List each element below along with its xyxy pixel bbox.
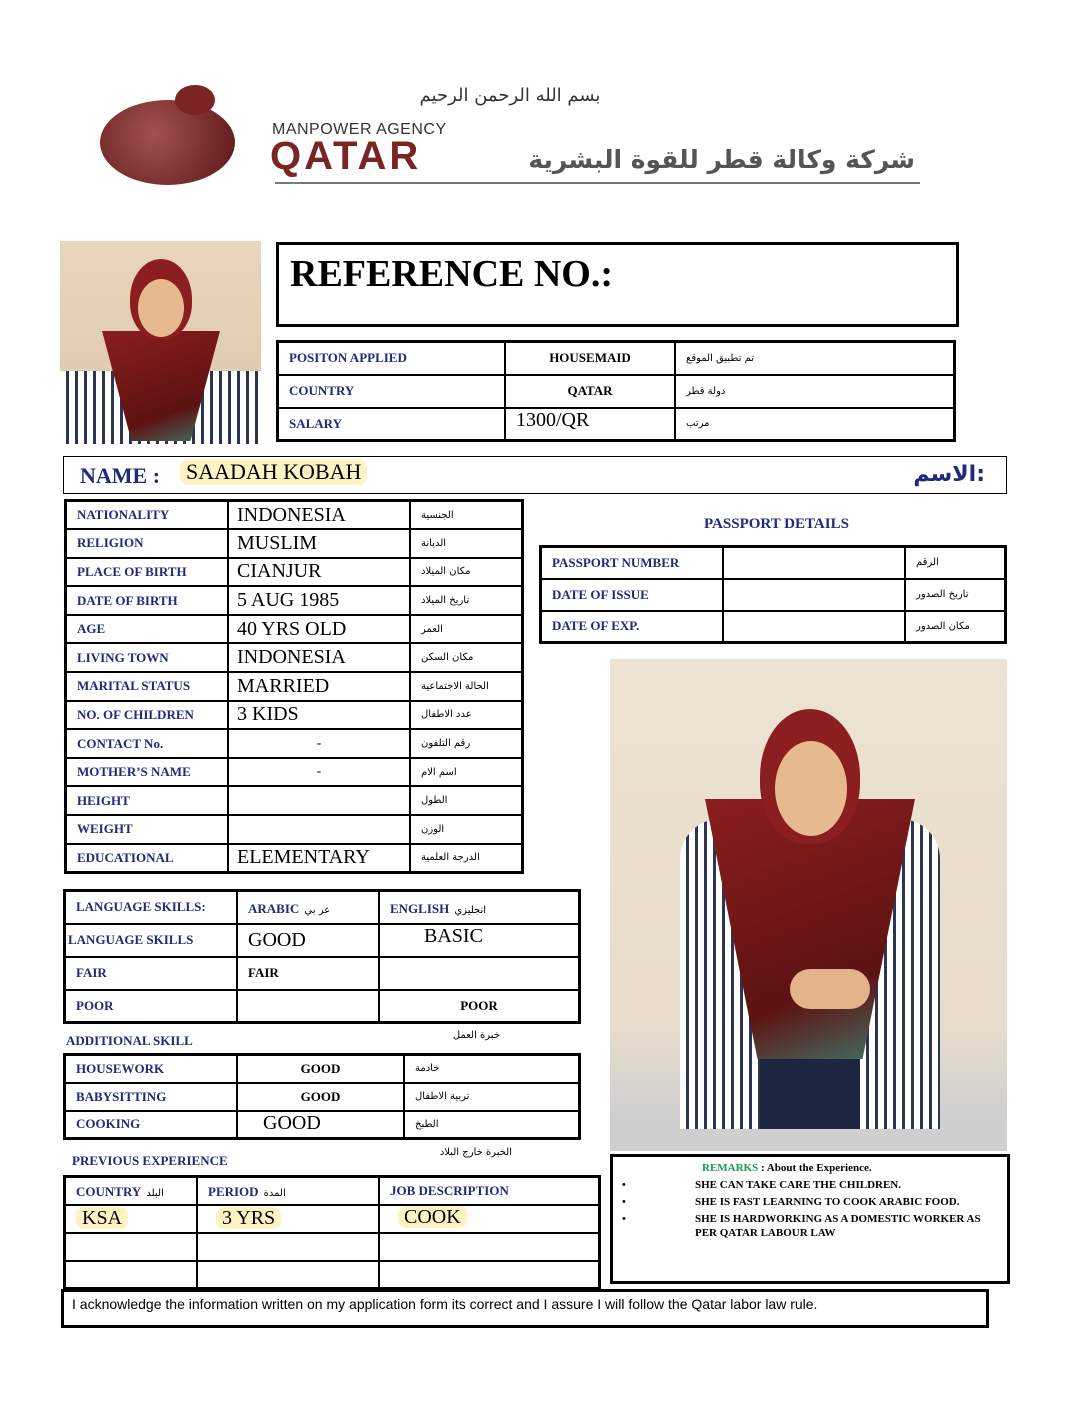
- date-of-issue-arabic: تاريخ الصدور: [905, 579, 1006, 611]
- english-level: BASIC: [379, 924, 580, 957]
- previous-experience-title-ar: الخبرة خارج البلاد: [439, 1147, 512, 1158]
- remarks-heading: [702, 1162, 872, 1174]
- experience-period-header: [197, 1177, 379, 1205]
- date-of-issue-label: DATE OF ISSUE: [541, 579, 724, 611]
- personal-field-value: 40 YRS OLD: [228, 615, 410, 644]
- arabic-level: GOOD: [237, 924, 379, 957]
- personal-field-arabic: العمر: [410, 615, 523, 644]
- personal-field-value: [228, 786, 410, 815]
- previous-experience-title: PREVIOUS EXPERIENCE: [72, 1153, 228, 1168]
- passport-title: PASSPORT DETAILS: [704, 516, 849, 532]
- date-of-issue-value: [723, 579, 905, 611]
- agency-arabic-name: شركة وكالة قطر للقوة البشرية: [528, 145, 915, 174]
- additional-skill-title-ar: خبرة العمل: [452, 1030, 500, 1041]
- personal-field-value: 5 AUG 1985: [228, 586, 410, 615]
- agency-logo-globe: [100, 100, 235, 185]
- arabic-column-header: [237, 891, 379, 924]
- empty-cell: [379, 1261, 600, 1289]
- passport-number-label: PASSPORT NUMBER: [541, 547, 724, 579]
- personal-row: [66, 501, 523, 530]
- salary-label: SALARY: [278, 408, 506, 441]
- personal-field-value: -: [228, 729, 410, 758]
- personal-row: [66, 701, 523, 730]
- personal-row: [66, 844, 523, 873]
- personal-field-label: RELIGION: [66, 529, 229, 558]
- personal-row: [66, 815, 523, 844]
- empty-cell: [65, 1233, 198, 1261]
- personal-field-arabic: اسم الام: [410, 758, 523, 787]
- name-label: NAME :: [80, 463, 161, 488]
- poor-row-label: POOR: [65, 990, 238, 1023]
- housework-arabic: خادمة: [404, 1055, 580, 1083]
- arabic-header-ar: عر بي: [304, 904, 331, 916]
- personal-field-arabic: رقم التلفون: [410, 729, 523, 758]
- fair-arabic: FAIR: [237, 957, 379, 990]
- personal-row: [66, 529, 523, 558]
- personal-field-label: CONTACT No.: [66, 729, 229, 758]
- remarks-title: REMARKS: [702, 1162, 759, 1174]
- passport-number-value: [723, 547, 905, 579]
- personal-field-label: AGE: [66, 615, 229, 644]
- empty-cell: [197, 1261, 379, 1289]
- cooking-label: COOKING: [65, 1111, 238, 1139]
- personal-row: [66, 643, 523, 672]
- language-header-label: LANGUAGE SKILLS:: [65, 891, 238, 924]
- bullet-icon: •: [622, 1196, 626, 1208]
- personal-field-label: EDUCATIONAL: [66, 844, 229, 873]
- personal-field-arabic: الوزن: [410, 815, 523, 844]
- personal-row: [66, 672, 523, 701]
- bullet-icon: •: [622, 1213, 626, 1225]
- personal-field-label: NATIONALITY: [66, 501, 229, 530]
- country-arabic: دولة قطر: [675, 375, 955, 408]
- country-header: COUNTRY: [76, 1184, 142, 1200]
- remarks-list: [620, 1178, 990, 1240]
- remark-item: • SHE CAN TAKE CARE THE CHILDREN.: [622, 1179, 901, 1191]
- date-of-exp-label: DATE OF EXP.: [541, 611, 724, 643]
- date-of-exp-value: [723, 611, 905, 643]
- job-description-header: JOB DESCRIPTION: [379, 1177, 600, 1205]
- period-header: PERIOD: [208, 1184, 259, 1200]
- passport-table: [539, 545, 1007, 644]
- agency-subtitle: MANPOWER AGENCY: [272, 121, 447, 138]
- applicant-photo-full: [610, 659, 1007, 1151]
- personal-field-value: 3 KIDS: [228, 701, 410, 730]
- english-header: ENGLISH: [390, 900, 450, 916]
- babysitting-arabic: تربية الاطفال: [404, 1083, 580, 1111]
- country-header-ar: البلد: [146, 1188, 164, 1200]
- personal-row: [66, 615, 523, 644]
- acknowledgement-text: I acknowledge the information written on my application form its correct and I assure I will follow the Qatar labor law rule.: [72, 1296, 818, 1312]
- personal-field-label: HEIGHT: [66, 786, 229, 815]
- experience-period: 3 YRS: [216, 1207, 281, 1229]
- personal-field-label: WEIGHT: [66, 815, 229, 844]
- personal-field-label: NO. OF CHILDREN: [66, 701, 229, 730]
- period-header-ar: المدة: [263, 1188, 286, 1200]
- personal-field-arabic: الطول: [410, 786, 523, 815]
- position-table: [276, 340, 956, 442]
- personal-field-arabic: تاريخ الميلاد: [410, 586, 523, 615]
- agency-brand: QATAR: [270, 134, 422, 178]
- empty-cell: [65, 1261, 198, 1289]
- experience-country-cell: [65, 1205, 198, 1233]
- personal-field-label: DATE OF BIRTH: [66, 586, 229, 615]
- english-header-ar: انجليزي: [454, 904, 487, 916]
- personal-field-value: -: [228, 758, 410, 787]
- position-arabic: تم تطبيق الموقع: [675, 342, 955, 375]
- remark-item: • SHE IS HARDWORKING AS A DOMESTIC WORKER AS PER QATAR LABOUR LAW: [622, 1213, 981, 1239]
- position-value: HOUSEMAID: [505, 342, 675, 375]
- personal-field-arabic: مكان الميلاد: [410, 558, 523, 587]
- empty-cell: [379, 1233, 600, 1261]
- babysitting-label: BABYSITTING: [65, 1083, 238, 1111]
- personal-field-value: INDONESIA: [228, 501, 410, 530]
- logo-figure-icon: [175, 85, 215, 115]
- poor-arabic: [237, 990, 379, 1023]
- passport-number-arabic: الرقم: [905, 547, 1006, 579]
- personal-field-arabic: الحالة الاجتماعية: [410, 672, 523, 701]
- date-of-exp-arabic: مكان الصدور: [905, 611, 1006, 643]
- experience-country: KSA: [76, 1207, 128, 1229]
- additional-skill-table: [63, 1053, 581, 1140]
- remarks-subtitle: : About the Experience.: [760, 1162, 872, 1174]
- personal-field-arabic: عدد الاطفال: [410, 701, 523, 730]
- salary-arabic: مرتب: [675, 408, 955, 441]
- empty-cell: [197, 1233, 379, 1261]
- personal-field-label: MARITAL STATUS: [66, 672, 229, 701]
- experience-period-cell: [197, 1205, 379, 1233]
- personal-field-value: MUSLIM: [228, 529, 410, 558]
- fair-english: [379, 957, 580, 990]
- experience-job: COOK: [398, 1206, 467, 1228]
- experience-job-cell: [379, 1205, 600, 1233]
- personal-field-value: CIANJUR: [228, 558, 410, 587]
- personal-field-arabic: الديانة: [410, 529, 523, 558]
- fair-row-label: FAIR: [65, 957, 238, 990]
- experience-country-header: [65, 1177, 198, 1205]
- personal-field-label: PLACE OF BIRTH: [66, 558, 229, 587]
- personal-field-arabic: مكان السكن: [410, 643, 523, 672]
- housework-value: GOOD: [237, 1055, 404, 1083]
- poor-english: POOR: [379, 990, 580, 1023]
- position-label: POSITON APPLIED: [278, 342, 506, 375]
- personal-field-arabic: الجنسية: [410, 501, 523, 530]
- personal-field-value: [228, 815, 410, 844]
- personal-row: [66, 729, 523, 758]
- experience-table: [63, 1175, 601, 1290]
- additional-skill-title: ADDITIONAL SKILL: [66, 1033, 193, 1048]
- personal-details-table: [64, 499, 524, 874]
- english-column-header: [379, 891, 580, 924]
- arabic-header: ARABIC: [248, 900, 300, 916]
- personal-field-value: ELEMENTARY: [228, 844, 410, 873]
- remark-item: • SHE IS FAST LEARNING TO COOK ARABIC FOOD.: [622, 1196, 960, 1208]
- personal-row: [66, 558, 523, 587]
- housework-label: HOUSEWORK: [65, 1055, 238, 1083]
- country-label: COUNTRY: [278, 375, 506, 408]
- personal-row: [66, 586, 523, 615]
- country-value: QATAR: [505, 375, 675, 408]
- reference-label: REFERENCE NO.:: [290, 253, 614, 295]
- language-row-label: LANGUAGE SKILLS: [65, 924, 238, 957]
- cooking-arabic: الطبخ: [404, 1111, 580, 1139]
- personal-row: [66, 786, 523, 815]
- name-arabic-label: :الاسم: [913, 462, 985, 487]
- personal-field-label: MOTHER’S NAME: [66, 758, 229, 787]
- applicant-name: SAADAH KOBAH: [180, 459, 367, 485]
- bismillah-calligraphy: بسم الله الرحمن الرحيم: [419, 85, 601, 106]
- personal-field-arabic: الدرجة العلمية: [410, 844, 523, 873]
- applicant-photo-small: [60, 241, 261, 444]
- personal-field-value: MARRIED: [228, 672, 410, 701]
- salary-value: 1300/QR: [505, 408, 675, 441]
- personal-field-value: INDONESIA: [228, 643, 410, 672]
- personal-row: [66, 758, 523, 787]
- personal-field-label: LIVING TOWN: [66, 643, 229, 672]
- language-skills-table: [63, 889, 581, 1024]
- babysitting-value: GOOD: [237, 1083, 404, 1111]
- bullet-icon: •: [622, 1179, 626, 1191]
- header-divider: [275, 182, 920, 184]
- cooking-value: GOOD: [237, 1111, 404, 1139]
